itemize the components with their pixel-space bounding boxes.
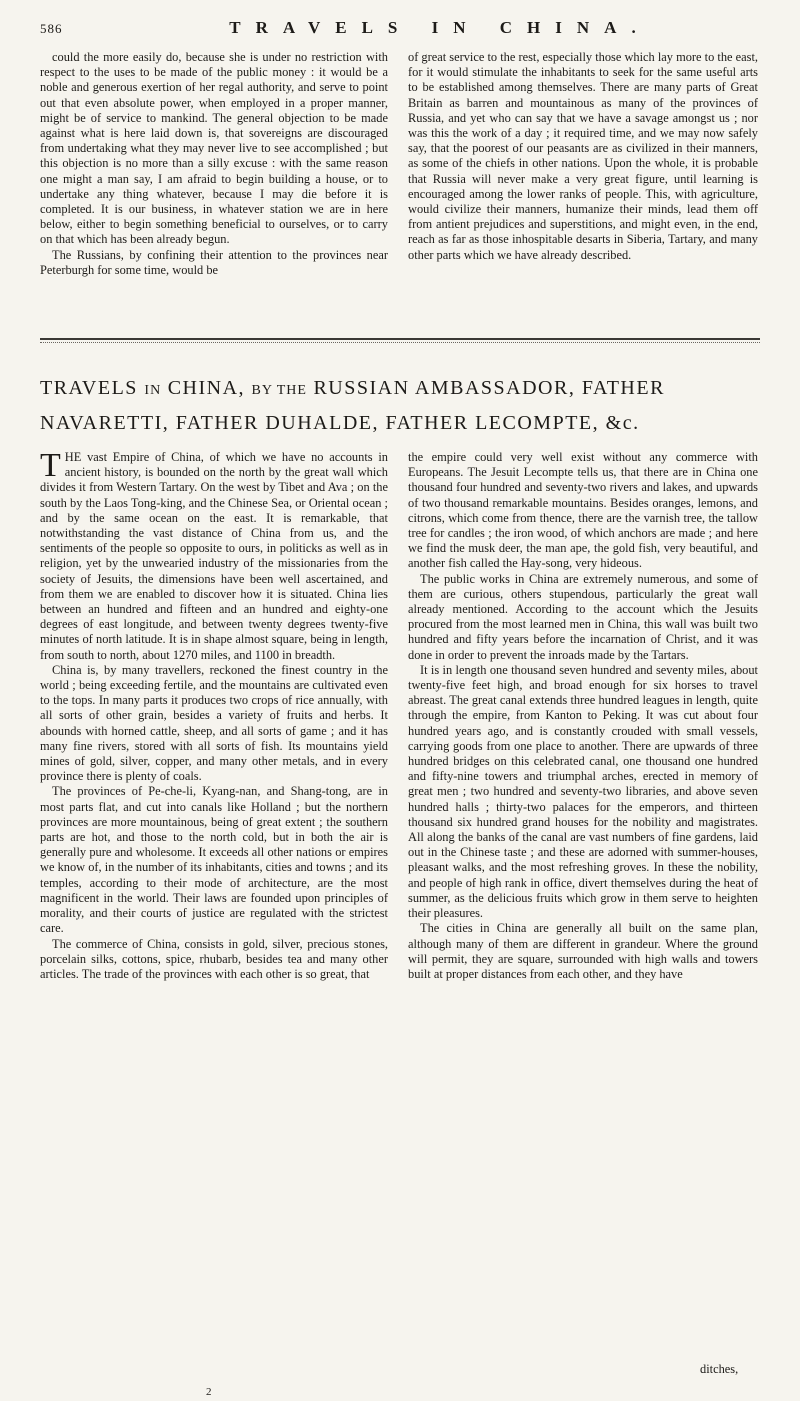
paragraph: The cities in China are generally all built on the same plan, although many of them are different in grandeur. Where the ground will permit, they are square, surrounded with high walls and towers built at proper distances from each other, and they have [408, 921, 758, 981]
top-left-column [40, 50, 388, 278]
paragraph: the empire could very well exist without any commerce with Europeans. The Jesuit Lecompte tells us, that there are in China one thousand four hundred and seventy-two rivers and lakes, and upwards of two thousand remarkable mountains. Besides oranges, lemons, and citrons, which come from thence, there are the varnish tree, the tallow tree for candles ; the iron wood, of which anchors are made ; and here we find the musk deer, the man ape, the gold fish, very beautiful, and another fish called the Hay-song, very hideous. [408, 450, 758, 571]
paragraph: The public works in China are extremely numerous, and some of them are curious, others stupendous, particularly the great wall already mentioned. According to the account which the Jesuits procured from the most learned men in China, this wall was built two hundred and fifty years before the incarnation of Christ, and it was done in order to prevent the inroads made by the Tartars. [408, 571, 758, 662]
top-right-column [408, 50, 758, 263]
paragraph: It is in length one thousand seven hundred and seventy miles, about twenty-five feet high, and broad enough for six horses to travel abreast. The great canal extends three hundred leagues in length, quite through the empire, from Kanton to Peking. It was cut about four hundred years ago, and is constantly crouded with small vessels, carrying goods from one place to another. There are upwards of three hundred bridges on this celebrated canal, one thousand one hundred and fifty-nine towers and triumphal arches, erected in memory of great men ; two hundred and seventy-two libraries, and above seven hundred halls ; thirty-two palaces for the emperors, and thirteen thousand six hundred grand houses for the nobility and magistrates. All along the banks of the canal are vast numbers of fine gardens, laid out in the Chinese taste ; and these are adorned with summer-houses, pleasant walks, and the most refreshing groves. In these the nobility, and people of high rank in office, divert themselves during the heat of summer, as the delicious fruits which grow in them serve to heighten their pleasures. [408, 662, 758, 921]
catchword: ditches, [700, 1362, 739, 1376]
paragraph: The commerce of China, consists in gold, silver, precious stones, porcelain silks, cottons, spice, rhubarb, besides tea and many other articles. The trade of the provinces with each other is so great, that [40, 936, 388, 981]
paragraph: could the more easily do, because she is under no restriction with respect to the uses to be made of the public money : it would be a noble and generous exertion of her regal authority, and serve to point out that even absolute power, when employed in a proper manner, might be of service to mankind. The general objection to be made against what is here laid down is, that sovereigns are discouraged from undertaking what they may never live to see accomplished ; but this objection is no more than a silly excuse : with the same reason one might a man say, I am afraid to begin building a house, or to undertake any thing whatever, because I may die before it is completed. It is our business, in whatever station we are in here below, either to begin something beneficial to ourselves, or to carry on that which has been already begun. [40, 50, 388, 247]
paragraph: The Russians, by confining their attention to the provinces near Peterburgh for some time, would be [40, 247, 388, 277]
page-number: 586 [40, 21, 63, 36]
section-title [40, 372, 780, 439]
opening-paragraph: THE vast Empire of China, of which we have no accounts in ancient history, is bounded on the north by the great wall which divides it from Western Tartary. On the west by Tibet and Ava ; on the south by the Laos Tong-king, and the Chinese Sea, or Oriental ocean ; and by the same ocean on the east. It is remarkable, that notwithstanding the vast distance of China from us, and the sentiments of the people so opposite to ours, in politicks as well as in religion, yet by the unwearied industry of the missionaries from the society of Jesuits, the dimensions have been well ascertained, and from them we are enabled to discover how it is situated. China lies between an hundred and fifteen and an hundred and eighty-one degrees of east longitude, and between twenty degrees twenty-five minutes of north latitude. It is in shape almost square, being in length, from south to north, about 1270 miles, and 1100 in breadth. [40, 447, 388, 662]
section-title-line-2: NAVARETTI, FATHER DUHALDE, FATHER LECOMPTE, &c. [40, 412, 640, 434]
section-title-line-1: TRAVELS IN CHINA, BY THE RUSSIAN AMBASSADOR, FATHER [40, 377, 665, 399]
paragraph: The provinces of Pe-che-li, Kyang-nan, and Shang-tong, are in most parts flat, and cut into canals like Holland ; but the northern provinces are more mountainous, being of great extent ; the southern parts are hot, and those to the north cold, but in both the air is generally pure and wholesome. It exceeds all other nations or empires we know of, in the number of its inhabitants, cities and towns ; and its temples, according to their mode of architecture, are the most magnificent in the world. Their laws are founded upon principles of morality, and their courts of justice are regulated with the strictest care. [40, 784, 388, 936]
drop-cap: T [40, 447, 61, 484]
bottom-left-column [40, 447, 388, 982]
signature-mark: 2 [206, 1386, 212, 1398]
paragraph: China is, by many travellers, reckoned the finest country in the world ; being exceeding fertile, and the mountains are cultivated even to the tops. In many parts it produces two crops of rice annually, with all sorts of other grain, besides a variety of fruits and herbs. It abounds with horned cattle, sheep, and all sorts of game ; and it has many fine rivers, stored with all sorts of fish. Its mountains yield mines of gold, silver, copper, and many other metals, and in every province there is plenty of coals. [40, 662, 388, 784]
bottom-right-column [408, 450, 758, 982]
running-head [40, 18, 780, 42]
running-title: TRAVELS IN CHINA. [229, 18, 651, 37]
section-divider-dotted [40, 342, 760, 343]
paragraph: of great service to the rest, especially those which lay more to the east, for it would stimulate the inhabitants to seek for the same useful arts to be established among themselves. There are many parts of Great Britain as barren and mountainous as many of the provinces of Russia, and yet who can say that we have a savage amongst us ; nor was this the work of a day ; it required time, and we may now safely say, that the poorest of our peasants are as civilized in their manners, as some of the chiefs in other nations. Upon the whole, it is probable that Russia will never make a very great figure, until learning is encouraged among the lower ranks of people. This, with agriculture, would civilize their manners, humanize their minds, lead them off from antient prejudices and superstitions, and might even, in the end, reach as far as those inhospitable desarts in Siberia, Tartary, and many other parts which we have already described. [408, 50, 758, 262]
section-divider [40, 338, 760, 340]
